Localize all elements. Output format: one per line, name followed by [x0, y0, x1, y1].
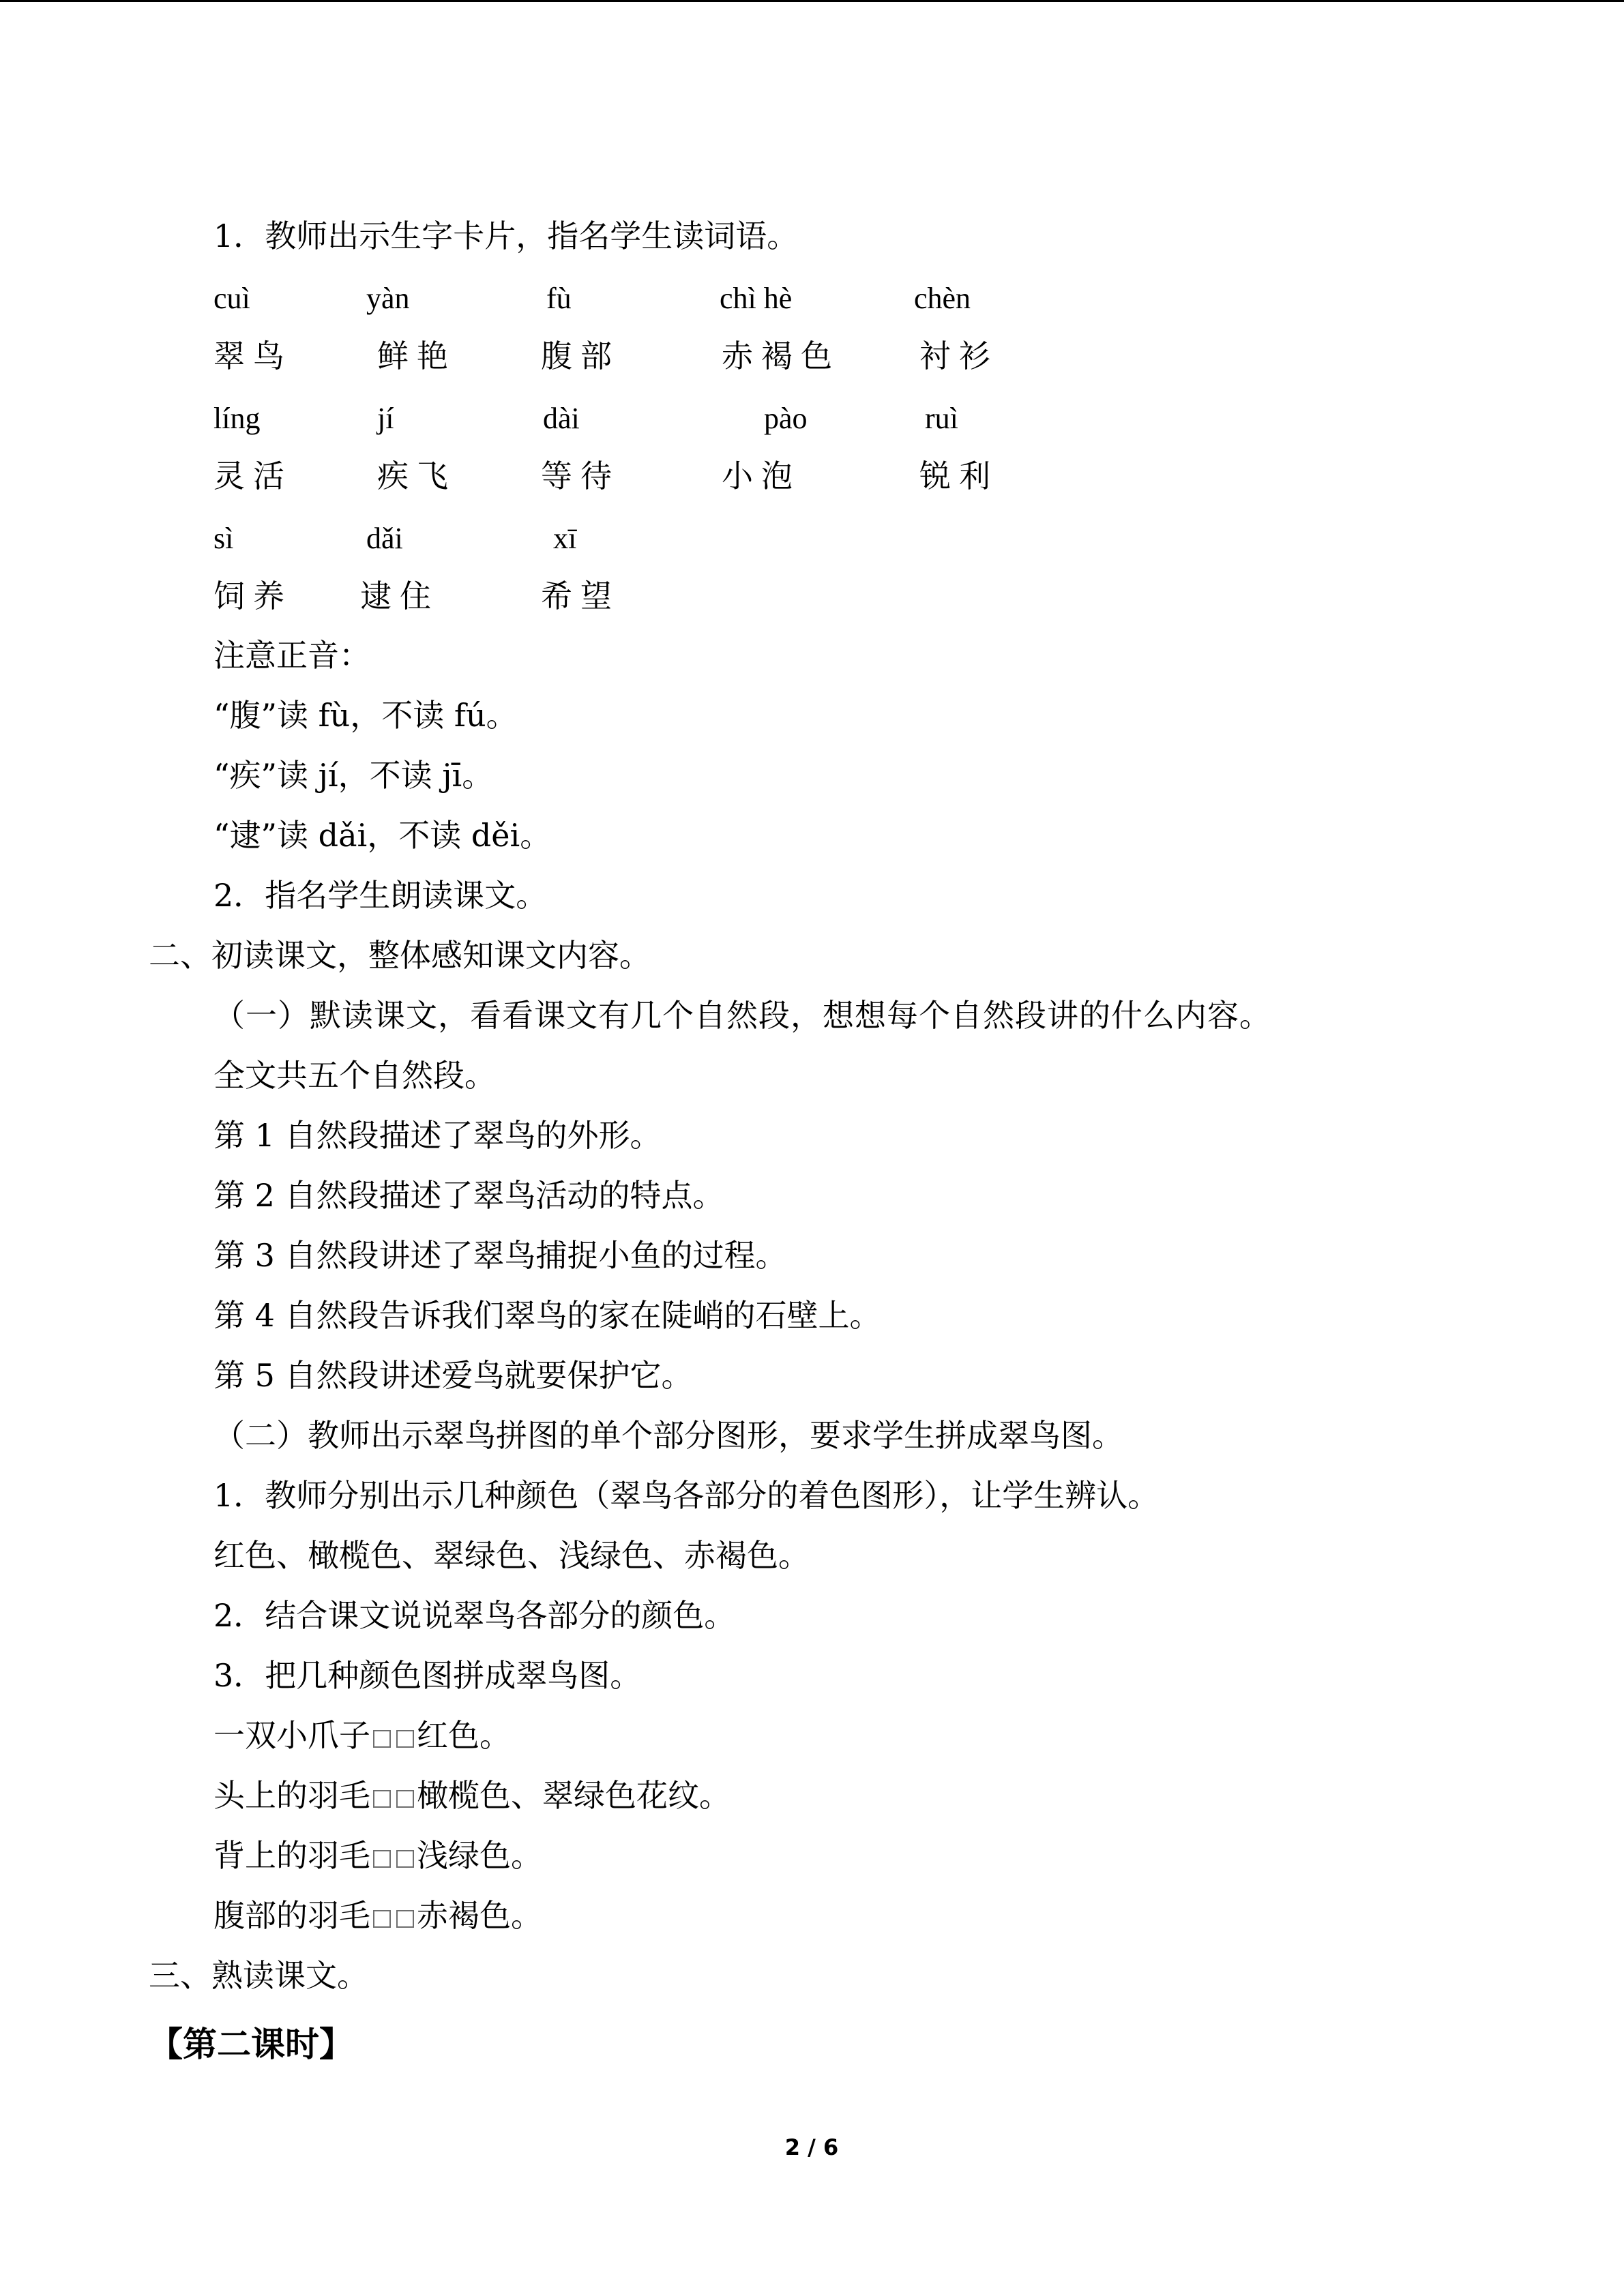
activity-step-3: 3．把几种颜色图拼成翠鸟图。 — [213, 1657, 642, 1694]
word-chihese: 赤褐色 — [722, 338, 840, 374]
word-jifei: 疾飞 — [377, 458, 456, 494]
pinyin-xi: xī — [553, 522, 577, 555]
blank-box — [396, 1910, 414, 1928]
pinyin-pao: pào — [764, 402, 808, 435]
word-dengdai: 等待 — [541, 458, 620, 494]
blank-box — [373, 1910, 391, 1928]
pinyin-chi-he: chì hè — [720, 282, 793, 315]
part-label: 背上的羽毛 — [213, 1837, 370, 1874]
pinyin-ji: jí — [377, 402, 394, 435]
blank-box — [396, 1850, 414, 1868]
part-back-feathers — [213, 1835, 542, 1876]
part-color: 红色。 — [417, 1717, 511, 1754]
pinyin-dai: dài — [543, 402, 580, 435]
paragraph-1-summary: 第 1 自然段描述了翠鸟的外形。 — [213, 1117, 662, 1154]
paragraph-count: 全文共五个自然段。 — [213, 1057, 496, 1094]
pronunciation-note-title: 注意正音： — [213, 637, 370, 674]
pinyin-fu: fù — [546, 282, 572, 315]
word-xiwang: 希望 — [541, 578, 620, 614]
pinyin-si: sì — [213, 522, 234, 555]
activity-step-2: 2．结合课文说说翠鸟各部分的颜色。 — [213, 1597, 736, 1634]
word-linghuo: 灵活 — [213, 458, 293, 494]
step-2-instruction: 2．指名学生朗读课文。 — [213, 877, 548, 914]
step-1-instruction: 1．教师出示生字卡片，指名学生读词语。 — [213, 218, 799, 254]
subsection-2: （二）教师出示翠鸟拼图的单个部分图形，要求学生拼成翠鸟图。 — [213, 1417, 1123, 1454]
word-daizhu: 逮住 — [360, 578, 439, 614]
color-list: 红色、橄榄色、翠绿色、浅绿色、赤褐色。 — [213, 1537, 810, 1574]
blank-box — [396, 1790, 414, 1808]
part-label: 头上的羽毛 — [213, 1777, 370, 1814]
paragraph-3-summary: 第 3 自然段讲述了翠鸟捕捉小鱼的过程。 — [213, 1237, 787, 1274]
section-3-heading: 三、熟读课文。 — [149, 1957, 368, 1994]
paragraph-2-summary: 第 2 自然段描述了翠鸟活动的特点。 — [213, 1177, 724, 1214]
part-color: 浅绿色。 — [417, 1837, 542, 1874]
pinyin-chen: chèn — [914, 282, 971, 315]
subsection-1: （一）默读课文，看看课文有几个自然段，想想每个自然段讲的什么内容。 — [213, 997, 1271, 1034]
part-claws — [213, 1715, 511, 1756]
pinyin-ling: líng — [213, 402, 261, 435]
section-2-heading: 二、初读课文，整体感知课文内容。 — [149, 937, 651, 974]
blank-box — [396, 1730, 414, 1748]
page-number: 2 / 6 — [784, 2134, 839, 2160]
word-ruili: 锐利 — [919, 458, 999, 494]
lesson-2-heading: 【第二课时】 — [149, 2025, 353, 2064]
part-color: 橄榄色、翠绿色花纹。 — [417, 1777, 730, 1814]
word-chenshan: 衬衫 — [919, 338, 999, 374]
part-belly-feathers — [213, 1895, 542, 1936]
pronunciation-note-ji: “疾”读 jí，不读 jī。 — [213, 757, 494, 794]
paragraph-5-summary: 第 5 自然段讲述爱鸟就要保护它。 — [213, 1357, 693, 1394]
part-head-feathers — [213, 1775, 730, 1816]
pinyin-cui: cuì — [213, 282, 250, 315]
pronunciation-note-fu: “腹”读 fù，不读 fú。 — [213, 697, 518, 734]
paragraph-4-summary: 第 4 自然段告诉我们翠鸟的家在陡峭的石壁上。 — [213, 1297, 881, 1334]
pinyin-dai3: dǎi — [366, 522, 403, 555]
blank-box — [373, 1850, 391, 1868]
word-xiaopao: 小泡 — [722, 458, 801, 494]
pronunciation-note-dai: “逮”读 dǎi，不读 děi。 — [213, 817, 552, 854]
part-label: 腹部的羽毛 — [213, 1897, 370, 1934]
activity-step-1: 1．教师分别出示几种颜色（翠鸟各部分的着色图形），让学生辨认。 — [213, 1477, 1160, 1514]
pinyin-yan: yàn — [366, 282, 410, 315]
part-color: 赤褐色。 — [417, 1897, 542, 1934]
blank-box — [373, 1790, 391, 1808]
word-fubu: 腹部 — [541, 338, 620, 374]
pinyin-rui: ruì — [925, 402, 958, 435]
part-label: 一双小爪子 — [213, 1717, 370, 1754]
word-siyang: 饲养 — [213, 578, 293, 614]
word-cuiniao: 翠鸟 — [213, 338, 293, 374]
word-xianyan: 鲜艳 — [377, 338, 456, 374]
blank-box — [373, 1730, 391, 1748]
